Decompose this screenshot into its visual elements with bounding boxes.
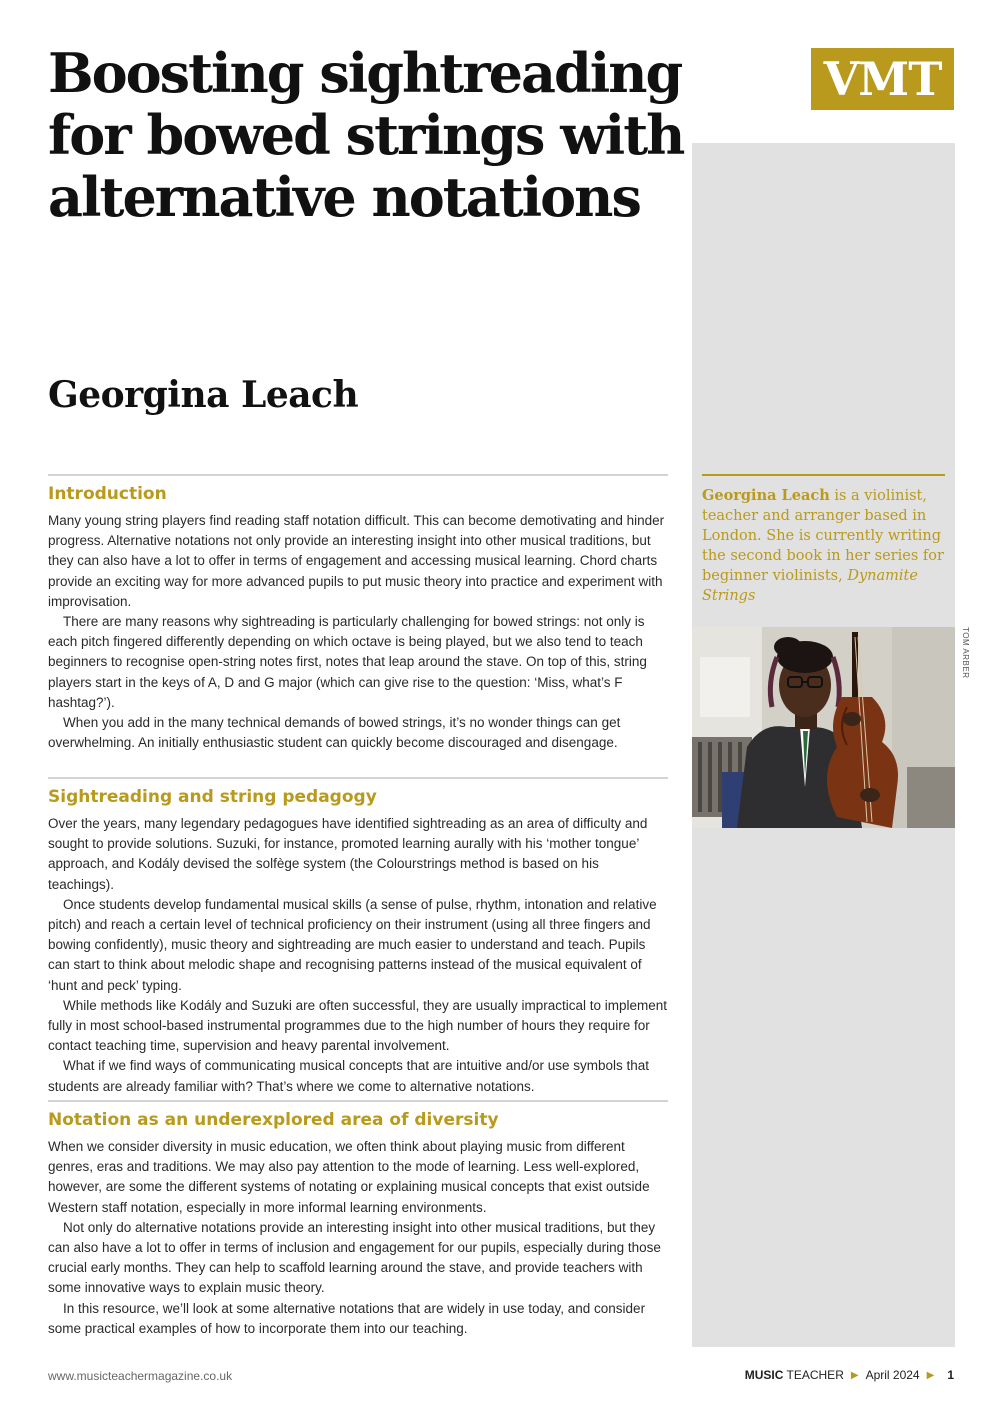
- paragraph: While methods like Kodály and Suzuki are often successful, they are usually impractical to implement fully in most school-based instrumental programmes due to the high number of hours they require for contact teaching time, supervision and heavy parental involvement.: [48, 997, 668, 1054]
- photo-credit: TOM ARBER: [961, 627, 970, 679]
- section-divider: [48, 1100, 668, 1102]
- paragraph: Many young string players find reading staff notation difficult. This can become demotivating and hinder progress. Alternative notations not only provide an interesting insight into other musical traditions, but they can also have a lot to offer in terms of engagement and accessing musical learning. Chord charts provide an exciting way for more advanced pupils to put music theory into practice and experiment with improvisation.: [48, 513, 665, 609]
- bio-text: is a violinist, teacher and arranger based in London. She is currently writing the second book in her series for beginner violinists,: [702, 488, 944, 584]
- paragraph: When you add in the many technical demands of bowed strings, it’s no wonder things can get overwhelming. An initially enthusiastic student can quickly become discouraged and disengage.: [48, 715, 621, 751]
- section-introduction: [48, 474, 668, 753]
- paragraph: When we consider diversity in music education, we often think about playing music from different genres, eras and traditions. We may also pay attention to the mode of learning. Less well-explored, however, are some the different systems of notating or explaining musical concepts that exist outside Western staff notation, especially in more informal learning environments.: [48, 1139, 650, 1215]
- section-heading: Notation as an underexplored area of diversity: [48, 1110, 499, 1130]
- article-title: Boosting sightreading for bowed strings with alternative notations: [48, 41, 684, 229]
- paragraph: Not only do alternative notations provide an interesting insight into other musical traditions, but they can also have a lot to offer in terms of inclusion and engagement for our pupils, especially during those crucial early months. They can help to scaffold learning around the stave, and provide teachers with some innovative ways to explain music theory.: [48, 1219, 661, 1296]
- footer-issue-date: April 2024: [865, 1368, 920, 1382]
- author-bio: [702, 486, 952, 606]
- vmt-logo: VMT: [811, 48, 954, 110]
- paragraph: Over the years, many legendary pedagogues have identified sightreading as an area of difficulty and sought to provide solutions. Suzuki, for instance, promoted learning aurally with his ‘mother tongue’ approach, and Kodály devised the solfège system (the Colourstrings method is based on his teachings).: [48, 816, 648, 892]
- section-heading: Sightreading and string pedagogy: [48, 787, 377, 807]
- bio-divider: [702, 474, 945, 476]
- footer-website-link[interactable]: www.musicteachermagazine.co.uk: [48, 1369, 233, 1383]
- paragraph: In this resource, we’ll look at some alternative notations that are widely in use today, and consider some practical examples of how to incorporate them into our teaching.: [48, 1300, 646, 1336]
- footer-magazine-bold: MUSIC: [744, 1368, 784, 1382]
- paragraph: Once students develop fundamental musical skills (a sense of pulse, rhythm, intonation and relative pitch) and reach a certain level of technical proficiency on their instrument (using all three fingers and bowing confidently), music theory and sightreading are much easier to understand and teach. Pupils can start to think about melodic shape and recognising patterns instead of the musical equivalent of ‘hunt and peck’ typing.: [48, 896, 657, 993]
- section-notation-diversity: [48, 1100, 668, 1339]
- section-divider: [48, 474, 668, 476]
- section-sightreading-pedagogy: [48, 777, 668, 1097]
- triangle-right-icon: ▶: [926, 1369, 935, 1381]
- triangle-right-icon: ▶: [850, 1369, 859, 1381]
- footer-page-number: 1: [947, 1368, 954, 1382]
- bio-name: Georgina Leach: [702, 487, 830, 504]
- section-heading: Introduction: [48, 484, 167, 504]
- section-divider: [48, 777, 668, 779]
- cellist-photo-illustration: [692, 627, 955, 828]
- article-author: Georgina Leach: [48, 374, 359, 416]
- paragraph: What if we find ways of communicating musical concepts that are intuitive and/or use symbols that students are already familiar with? That’s where we come to alternative notations.: [48, 1058, 650, 1094]
- footer-masthead: [745, 1368, 954, 1382]
- paragraph: There are many reasons why sightreading is particularly challenging for bowed strings: not only is each pitch fingered differently depending on which octave is being played, but we also tend to teach beginners to recognise open-string notes first, notes that leap around the stave. On top of this, string players start in the keys of A, D and G major (which can give rise to the question: ‘Miss, what’s F hashtag?’).: [48, 614, 647, 710]
- footer-magazine-name: [745, 1368, 844, 1382]
- bio-book-title: Dynamite Strings: [702, 568, 918, 604]
- footer-magazine-rest: TEACHER: [786, 1368, 844, 1382]
- author-photo: [692, 627, 955, 828]
